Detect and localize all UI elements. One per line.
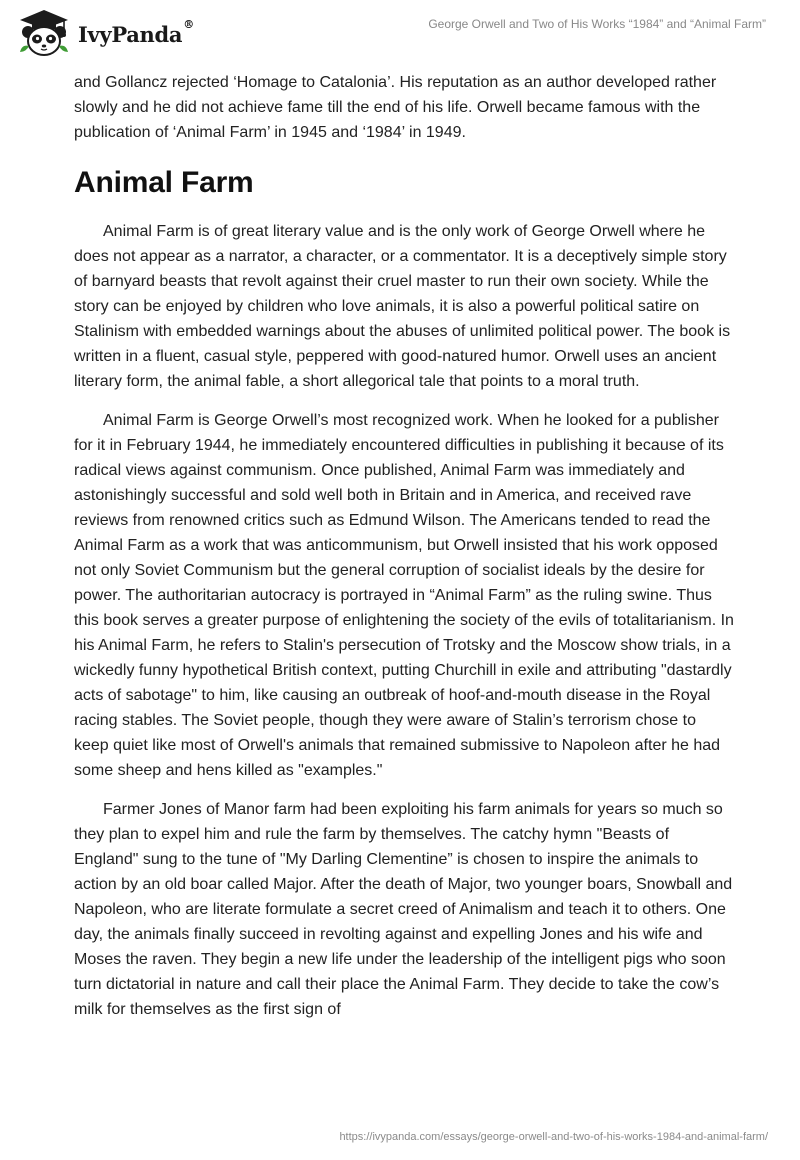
registered-mark: ®	[183, 17, 194, 31]
essay-content	[74, 70, 734, 1036]
ivypanda-logo[interactable]	[16, 8, 194, 58]
body-paragraph: Animal Farm is of great literary value and is the only work of George Orwell where he does not appear as a narrator, a character, or a commentator. It is a deceptively simple story of barnyard beasts that revolt against their cruel master to run their own society. While the story can be enjoyed by children who love animals, it is also a powerful political satire on Stalinism with embedded warnings about the abuses of unlimited political power. The book is written in a fluent, casual style, peppered with good-natured humor. Orwell uses an ancient literary form, the animal fable, a short allegorical tale that points to a moral truth.	[74, 223, 731, 390]
section-heading: Animal Farm	[74, 166, 254, 199]
source-url[interactable]: https://ivypanda.com/essays/george-orwell-and-two-of-his-works-1984-and-animal-farm/	[339, 1131, 768, 1143]
body-paragraph: Farmer Jones of Manor farm had been exploiting his farm animals for years so much so they plan to expel him and rule the farm by themselves. The catchy hymn "Beasts of England" sung to the tune of "My Darling Clementine” is chosen to inspire the animals to action by an old boar called Major. After the death of Major, two younger boars, Snowball and Napoleon, who are literate formulate a secret creed of Animalism and teach it to others. One day, the animals finally succeed in revolting against and expelling Jones and his wife and Moses the raven. They begin a new life under the leadership of the intelligent pigs who soon turn dictatorial in nature and call their place the Animal Farm. They decide to take the cow’s milk for themselves as the first sign of	[74, 801, 733, 1018]
body-paragraph: Animal Farm is George Orwell’s most recognized work. When he looked for a publisher for it in February 1944, he immediately encountered difficulties in publishing it because of its radical views against communism. Once published, Animal Farm was immediately and astonishingly successful and sold well both in Britain and in America, and received rave reviews from renowned critics such as Edmund Wilson. The Americans tended to read the Animal Farm as a work that was anticommunism, but Orwell insisted that his work opposed not only Soviet Communism but the general corruption of socialist ideals by the desire for power. The authoritarian autocracy is portrayed in “Animal Farm” as the ruling swine. Thus this book serves a greater purpose of enlightening the society of the evils of totalitarianism. In his Animal Farm, he refers to Stalin's persecution of Trotsky and the Moscow show trials, in a wickedly funny hypothetical British context, putting Churchill in exile and attributing "dastardly acts of sabotage" to him, like causing an outbreak of hoof-and-mouth disease in the Royal racing stables. The Soviet people, though they were aware of Stalin’s terrorism chose to keep quiet like most of Orwell's animals that remained submissive to Napoleon after he had some sheep and hens killed as "examples."	[74, 412, 734, 779]
panda-graduate-icon	[16, 8, 72, 58]
logo-wordmark: IvyPanda®	[78, 17, 194, 47]
page-header	[0, 0, 800, 70]
intro-paragraph: and Gollancz rejected ‘Homage to Catalonia’. His reputation as an author developed rather slowly and he did not achieve fame till the end of his life. Orwell became famous with the publication of ‘Animal Farm’ in 1945 and ‘1984’ in 1949.	[74, 74, 717, 141]
document-title: George Orwell and Two of His Works “1984” and “Animal Farm”	[428, 17, 766, 31]
